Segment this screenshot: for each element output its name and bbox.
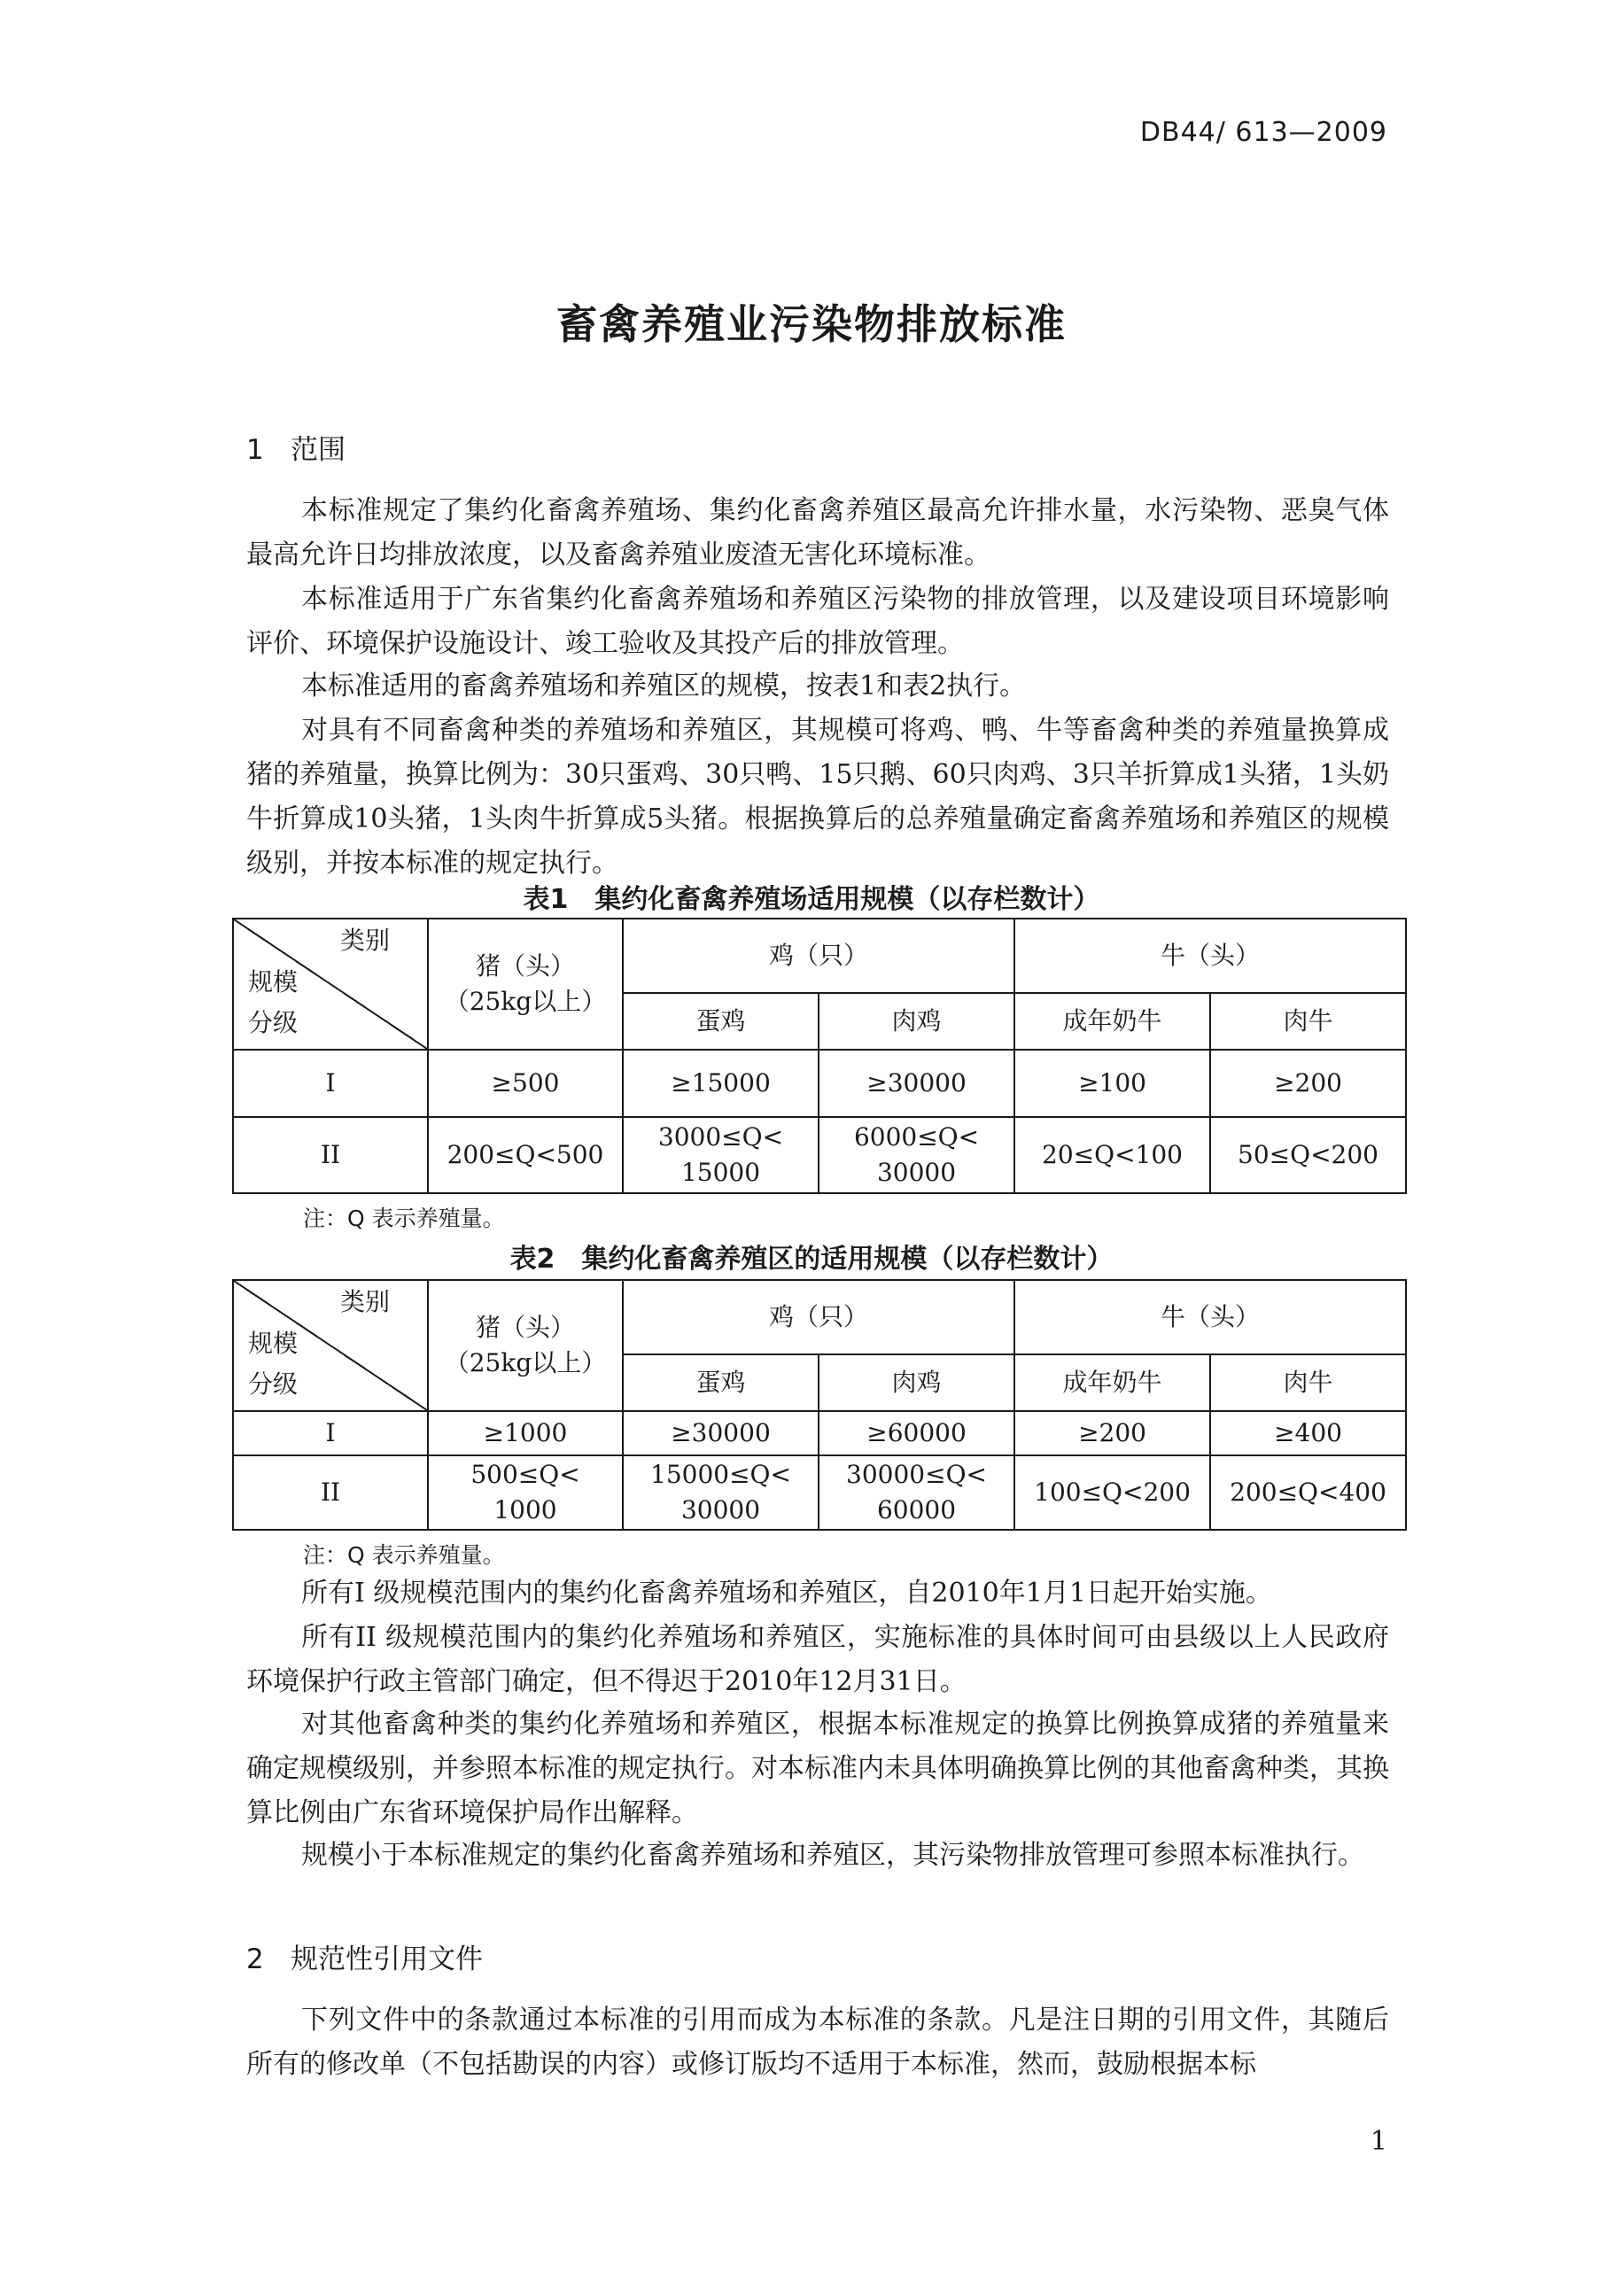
header-pig: 猪（头） （25kg以上）: [428, 919, 623, 1050]
header-beef: 肉牛: [1210, 993, 1406, 1050]
cell-layer: 3000≤Q< 15000: [623, 1117, 819, 1193]
cell-layer: ≥30000: [623, 1411, 819, 1455]
table-2-caption: 表2 集约化畜禽养殖区的适用规模（以存栏数计）: [509, 1244, 1114, 1275]
paragraph: 本标准适用于广东省集约化畜禽养殖场和养殖区污染物的排放管理，以及建设项目环境影响评价、环境保护设施设计、竣工验收及其投产后的排放管理。: [246, 584, 1389, 659]
cell-beef: ≥400: [1210, 1411, 1406, 1455]
table-1-note: 注：Q 表示养殖量。: [303, 1206, 505, 1231]
paragraph: 本标准适用的畜禽养殖场和养殖区的规模，按表1和表2执行。: [301, 671, 1027, 702]
cell-layer: ≥15000: [623, 1050, 819, 1117]
cell-pig: 500≤Q< 1000: [428, 1455, 623, 1530]
header-cattle: 牛（头）: [1014, 919, 1406, 993]
cell-pig: ≥500: [428, 1050, 623, 1117]
section-1-title: 范围: [291, 434, 346, 466]
table-row: [233, 1117, 1406, 1193]
table-row: [233, 1411, 1406, 1455]
cell-grade: I: [233, 1050, 428, 1117]
table-header-diagonal: [233, 919, 428, 1050]
header-chicken: 鸡（只）: [623, 919, 1014, 993]
cell-pig: 200≤Q<500: [428, 1117, 623, 1193]
cell-beef: 50≤Q<200: [1210, 1117, 1406, 1193]
paragraph: 对其他畜禽种类的集约化养殖场和养殖区，根据本标准规定的换算比例换算成猪的养殖量来确定规模级别，并参照本标准的规定执行。对本标准内未具体明确换算比例的其他畜禽种类，其换算比例由广东省环境保护局作出解释。: [246, 1709, 1389, 1828]
cell-grade: II: [233, 1117, 428, 1193]
page-number: 1: [1370, 2126, 1387, 2157]
paragraph: 所有I 级规模范围内的集约化畜禽养殖场和养殖区，自2010年1月1日起开始实施。: [301, 1578, 1272, 1609]
section-2-heading: [246, 1936, 483, 1976]
header-category: 类别: [339, 1287, 390, 1316]
cell-layer: 15000≤Q< 30000: [623, 1455, 819, 1530]
header-category: 类别: [339, 926, 390, 955]
header-chicken: 鸡（只）: [623, 1280, 1014, 1354]
header-scale: 规模 分级: [248, 1329, 299, 1399]
header-pig: 猪（头） （25kg以上）: [428, 1280, 623, 1411]
header-broiler: 肉鸡: [819, 993, 1014, 1050]
cell-broiler: 30000≤Q< 60000: [819, 1455, 1014, 1530]
paragraph: 下列文件中的条款通过本标准的引用而成为本标准的条款。凡是注日期的引用文件，其随后所有的修改单（不包括勘误的内容）或修订版均不适用于本标准，然而，鼓励根据本标: [246, 2005, 1389, 2080]
cell-beef: 200≤Q<400: [1210, 1455, 1406, 1530]
cell-broiler: ≥30000: [819, 1050, 1014, 1117]
paragraph: 本标准规定了集约化畜禽养殖场、集约化畜禽养殖区最高允许排水量，水污染物、恶臭气体最高允许日均排放浓度，以及畜禽养殖业废渣无害化环境标准。: [246, 495, 1389, 570]
cell-beef: ≥200: [1210, 1050, 1406, 1117]
paragraph: 所有II 级规模范围内的集约化养殖场和养殖区，实施标准的具体时间可由县级以上人民政府环境保护行政主管部门确定，但不得迟于2010年12月31日。: [246, 1622, 1389, 1697]
document-title: 畜禽养殖业污染物排放标准: [556, 300, 1067, 348]
table-1: [232, 918, 1407, 1194]
cell-dairy: ≥100: [1014, 1050, 1210, 1117]
cell-pig: ≥1000: [428, 1411, 623, 1455]
header-scale: 规模 分级: [248, 967, 299, 1037]
header-beef: 肉牛: [1210, 1354, 1406, 1411]
section-1-number: 1: [246, 434, 264, 466]
header-cattle: 牛（头）: [1014, 1280, 1406, 1354]
section-2-number: 2: [246, 1943, 264, 1975]
cell-grade: II: [233, 1455, 428, 1530]
table-header-diagonal: [233, 1280, 428, 1411]
paragraph: 对具有不同畜禽种类的养殖场和养殖区，其规模可将鸡、鸭、牛等畜禽种类的养殖量换算成猪的养殖量，换算比例为：30只蛋鸡、30只鸭、15只鹅、60只肉鸡、3只羊折算成1头猪，1头奶牛折算成10头猪，1头肉牛折算成5头猪。根据换算后的总养殖量确定畜禽养殖场和养殖区的规模级别，并按本标准的规定执行。: [246, 715, 1389, 879]
header-broiler: 肉鸡: [819, 1354, 1014, 1411]
cell-dairy: 20≤Q<100: [1014, 1117, 1210, 1193]
cell-broiler: 6000≤Q< 30000: [819, 1117, 1014, 1193]
cell-dairy: 100≤Q<200: [1014, 1455, 1210, 1530]
table-2-note: 注：Q 表示养殖量。: [303, 1542, 505, 1568]
table-1-caption: 表1 集约化畜禽养殖场适用规模（以存栏数计）: [523, 884, 1100, 915]
header-dairy: 成年奶牛: [1014, 993, 1210, 1050]
section-2-title: 规范性引用文件: [291, 1943, 483, 1975]
standard-code: DB44/ 613—2009: [1139, 117, 1387, 148]
cell-grade: I: [233, 1411, 428, 1455]
cell-dairy: ≥200: [1014, 1411, 1210, 1455]
header-layer: 蛋鸡: [623, 993, 819, 1050]
table-row: [233, 1455, 1406, 1530]
section-1-heading: [246, 427, 346, 467]
header-layer: 蛋鸡: [623, 1354, 819, 1411]
header-dairy: 成年奶牛: [1014, 1354, 1210, 1411]
table-2: [232, 1279, 1407, 1531]
paragraph: 规模小于本标准规定的集约化畜禽养殖场和养殖区，其污染物排放管理可参照本标准执行。: [301, 1840, 1364, 1871]
cell-broiler: ≥60000: [819, 1411, 1014, 1455]
table-row: [233, 1050, 1406, 1117]
